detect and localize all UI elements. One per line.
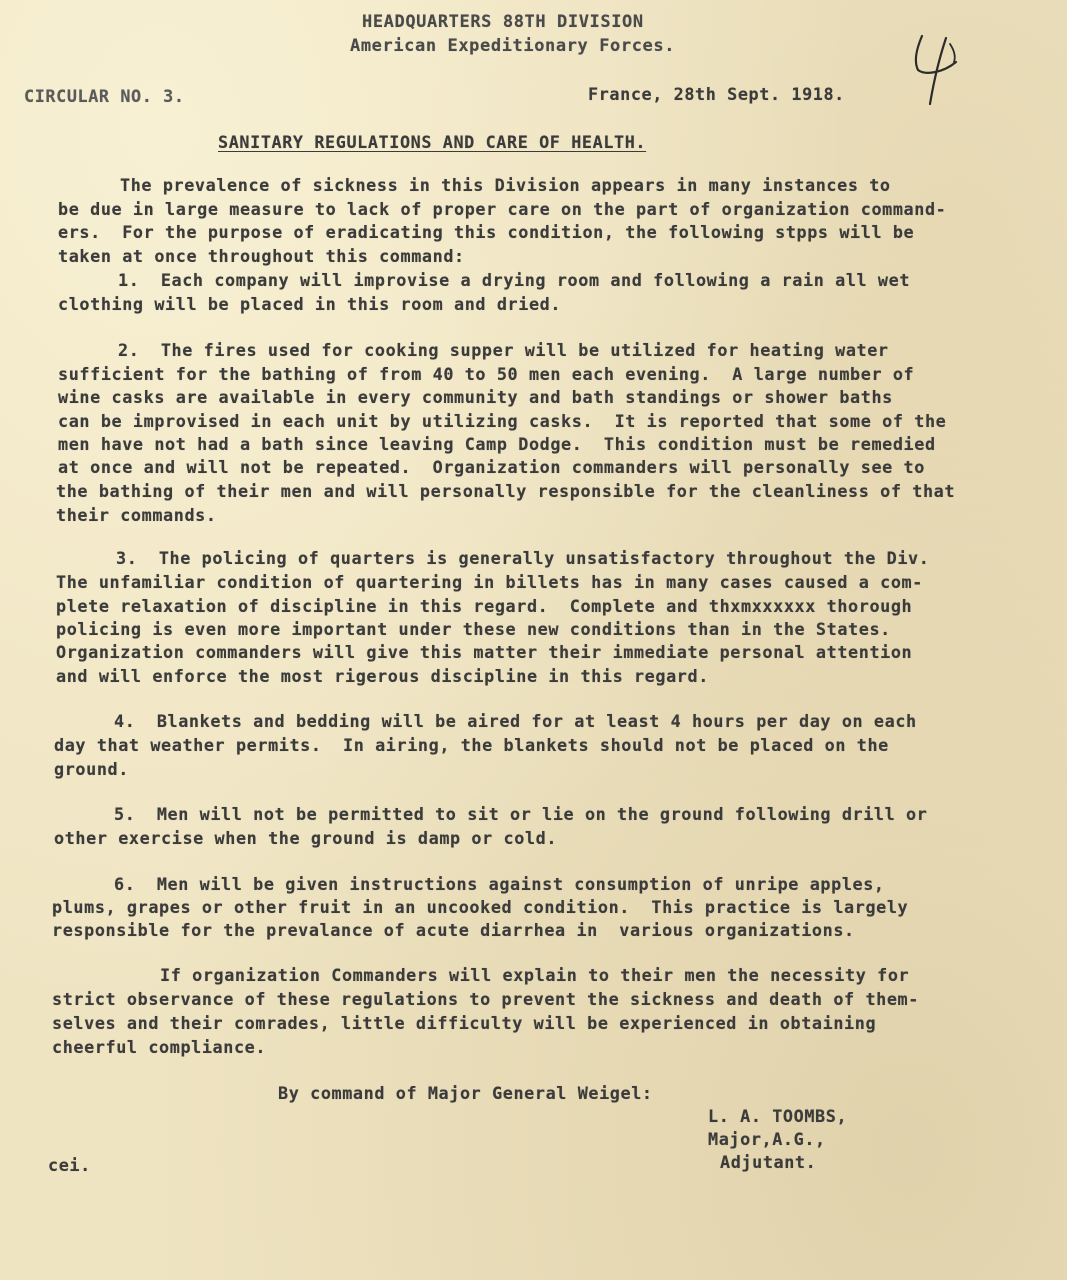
item2-line: at once and will not be repeated. Organization commanders will personally see to <box>58 457 925 477</box>
signature-title: Adjutant. <box>720 1152 817 1172</box>
item3-line: Organization commanders will give this matter their immediate personal attention <box>56 642 913 662</box>
by-command: By command of Major General Weigel: <box>278 1083 653 1103</box>
handwritten-mark <box>912 32 962 107</box>
subject-heading: SANITARY REGULATIONS AND CARE OF HEALTH. <box>218 132 647 152</box>
item2-line: can be improvised in each unit by utilizing casks. It is reported that some of the <box>58 411 947 431</box>
item2-line: their commands. <box>56 505 217 525</box>
item2-line: sufficient for the bathing of from 40 to 50 men each evening. A large number of <box>58 364 915 384</box>
header-division: HEADQUARTERS 88TH DIVISION <box>362 12 644 32</box>
item3-line: The unfamiliar condition of quartering in billets has in many cases caused a com- <box>56 572 923 592</box>
intro-line: taken at once throughout this command: <box>58 246 465 266</box>
item4-line: 4. Blankets and bedding will be aired for at least 4 hours per day on each <box>114 711 917 731</box>
intro-line: The prevalence of sickness in this Division appears in many instances to <box>120 175 891 195</box>
item6-line: responsible for the prevalance of acute diarrhea in various organizations. <box>52 920 855 940</box>
item3-line: 3. The policing of quarters is generally unsatisfactory throughout the Div. <box>116 548 930 568</box>
item3-line: policing is even more important under these new conditions than in the States. <box>56 619 891 639</box>
item4-line: day that weather permits. In airing, the blankets should not be placed on the <box>54 735 889 755</box>
item4-line: ground. <box>54 759 129 779</box>
item3-line: plete relaxation of discipline in this regard. Complete and thxmxxxxxx thorough <box>56 596 913 616</box>
item2-line: men have not had a bath since leaving Camp Dodge. This condition must be remedied <box>58 434 936 454</box>
item6-line: 6. Men will be given instructions against consumption of unripe apples, <box>114 874 885 894</box>
item1-line: 1. Each company will improvise a drying room and following a rain all wet <box>118 270 911 290</box>
item1-line: clothing will be placed in this room and dried. <box>58 294 562 314</box>
item2-line: 2. The fires used for cooking supper will be utilized for heating water <box>118 340 889 360</box>
closing-line: selves and their comrades, little difficulty will be experienced in obtaining <box>52 1013 877 1033</box>
closing-line: strict observance of these regulations to prevent the sickness and death of them- <box>52 989 919 1009</box>
place-date: France, 28th Sept. 1918. <box>588 84 845 104</box>
header-forces: American Expeditionary Forces. <box>350 36 676 56</box>
closing-line: cheerful compliance. <box>52 1037 267 1057</box>
signature-rank: Major,A.G., <box>708 1129 826 1149</box>
closing-line: If organization Commanders will explain to their men the necessity for <box>160 965 910 985</box>
item5-line: other exercise when the ground is damp or cold. <box>54 828 558 848</box>
typist-initials: cei. <box>48 1155 91 1175</box>
intro-line: ers. For the purpose of eradicating this condition, the following stpps will be <box>58 222 915 242</box>
signature-name: L. A. TOOMBS, <box>708 1106 848 1126</box>
item6-line: plums, grapes or other fruit in an uncooked condition. This practice is largely <box>52 897 909 917</box>
item3-line: and will enforce the most rigerous discipline in this regard. <box>56 666 709 686</box>
intro-line: be due in large measure to lack of proper care on the part of organization command- <box>58 199 947 219</box>
item5-line: 5. Men will not be permitted to sit or lie on the ground following drill or <box>114 804 928 824</box>
item2-line: the bathing of their men and will personally responsible for the cleanliness of that <box>56 481 956 501</box>
circular-number: CIRCULAR NO. 3. <box>24 86 185 106</box>
item2-line: wine casks are available in every community and bath standings or shower baths <box>58 387 893 407</box>
